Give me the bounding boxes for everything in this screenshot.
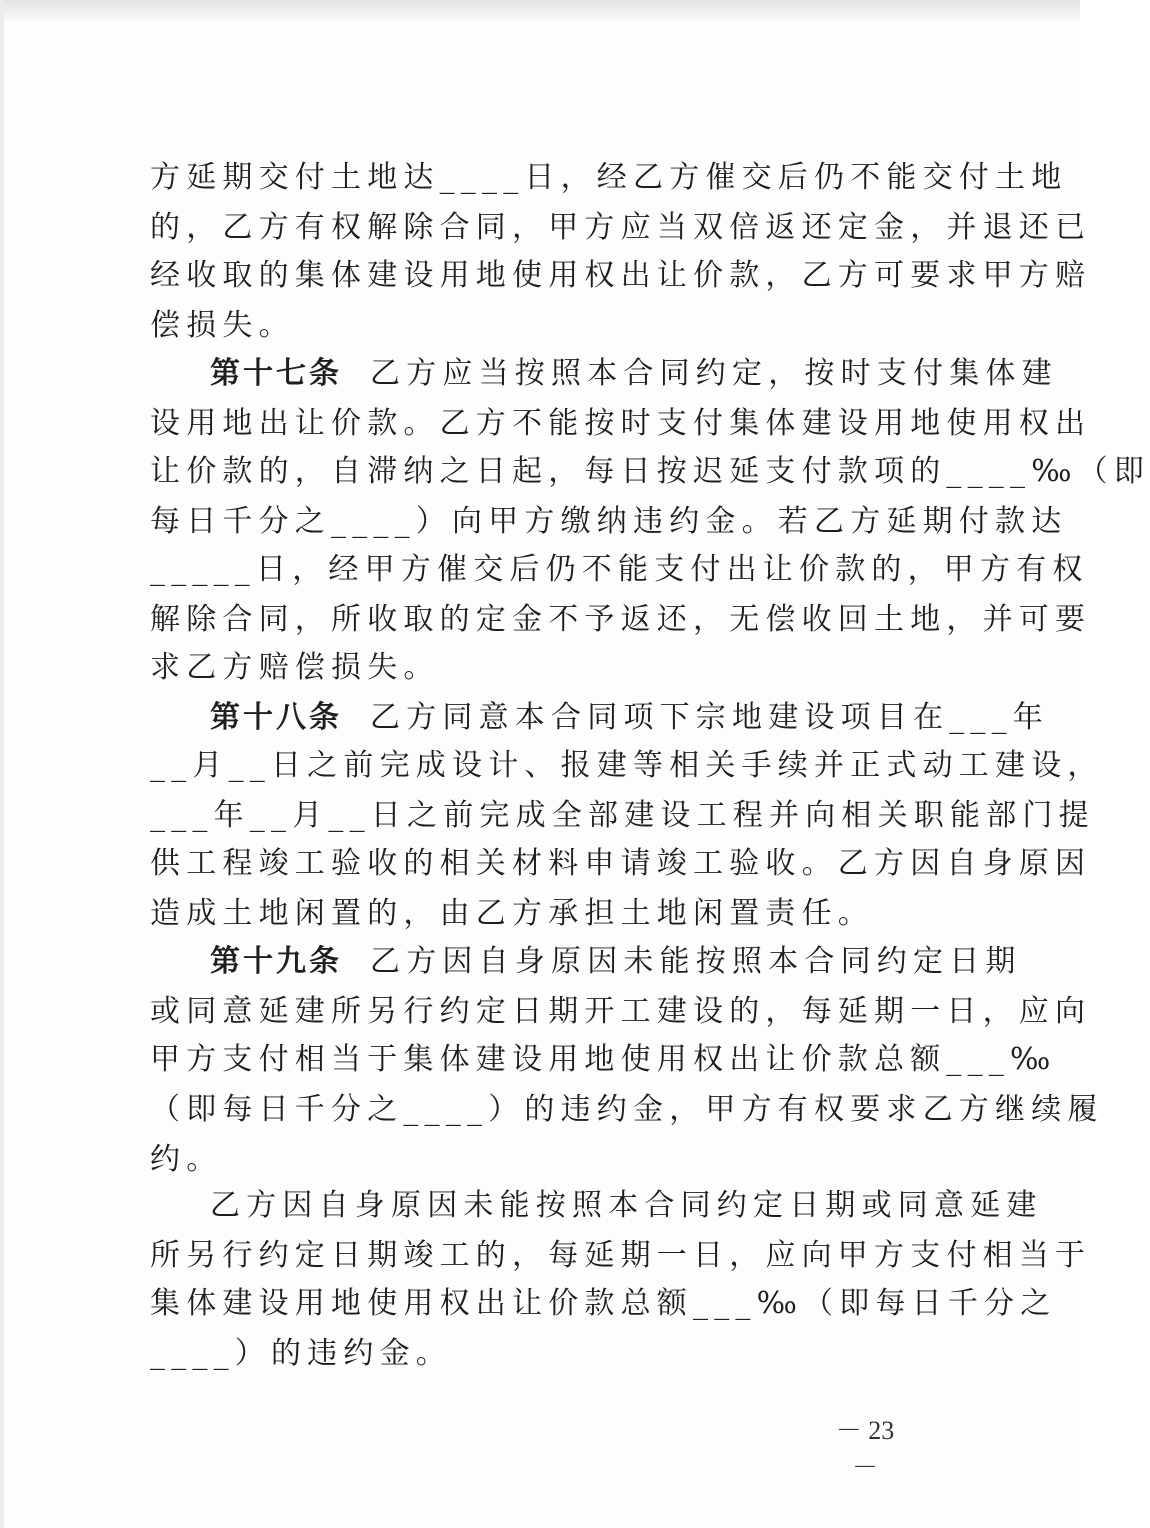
paragraph-line: 设用地出让价款。乙方不能按时支付集体建设用地使用权出 xyxy=(150,406,1092,441)
scan-edge-left xyxy=(0,0,4,1528)
paragraph-line: 甲方支付相当于集体建设用地使用权出让价款总额___‰ xyxy=(150,1042,1057,1077)
paragraph-line: __月__日之前完成设计、报建等相关手续并正式动工建设， xyxy=(150,748,1104,783)
article-19-text: 乙方因自身原因未能按照本合同约定日期 xyxy=(370,944,1022,979)
paragraph-line: （即每日千分之____）的违约金，甲方有权要求乙方继续履 xyxy=(150,1092,1104,1127)
paragraph-line: 供工程竣工验收的相关材料申请竣工验收。乙方因自身原因 xyxy=(150,846,1092,881)
article-19-heading: 第十九条 xyxy=(210,944,342,979)
paragraph-line: 乙方因自身原因未能按照本合同约定日期或同意延建 xyxy=(210,1188,1043,1223)
paragraph-line: 让价款的，自滞纳之日起，每日按迟延支付款项的____‰（即 xyxy=(150,454,1150,489)
paragraph-line: 每日千分之____）向甲方缴纳违约金。若乙方延期付款达 xyxy=(150,504,1068,539)
paragraph-line: 的，乙方有权解除合同，甲方应当双倍返还定金，并退还已 xyxy=(150,210,1092,245)
article-17-heading: 第十七条 xyxy=(210,356,342,391)
paragraph-line: _____日，经甲方催交后仍不能支付出让价款的，甲方有权 xyxy=(150,552,1089,587)
paragraph-line: ____）的违约金。 xyxy=(150,1336,452,1371)
paragraph-line: 集体建设用地使用权出让价款总额___‰（即每日千分之 xyxy=(150,1286,1057,1321)
article-17-text: 乙方应当按照本合同约定，按时支付集体建 xyxy=(370,356,1058,391)
paragraph-line: 所另行约定日期竣工的，每延期一日，应向甲方支付相当于 xyxy=(150,1238,1092,1273)
paragraph-line: 偿损失。 xyxy=(150,308,295,343)
paragraph-line: 经收取的集体建设用地使用权出让价款，乙方可要求甲方赔 xyxy=(150,258,1092,293)
article-18-text: 乙方同意本合同项下宗地建设项目在___年 xyxy=(370,700,1049,735)
paragraph-line: 解除合同，所收取的定金不予返还，无偿收回土地，并可要 xyxy=(150,602,1092,637)
page-number: － 23 － xyxy=(835,1416,895,1482)
article-18-heading: 第十八条 xyxy=(210,700,342,735)
paragraph-line: 约。 xyxy=(150,1142,223,1177)
paragraph-line: 方延期交付土地达____日，经乙方催交后仍不能交付土地 xyxy=(150,160,1068,195)
scan-edge-top xyxy=(0,0,1080,20)
paragraph-line: ___年__月__日之前完成全部建设工程并向相关职能部门提 xyxy=(150,798,1095,833)
paragraph-line: 求乙方赔偿损失。 xyxy=(150,650,440,685)
paragraph-line: 或同意延建所另行约定日期开工建设的，每延期一日，应向 xyxy=(150,994,1092,1029)
paragraph-line: 造成土地闲置的，由乙方承担土地闲置责任。 xyxy=(150,896,874,931)
